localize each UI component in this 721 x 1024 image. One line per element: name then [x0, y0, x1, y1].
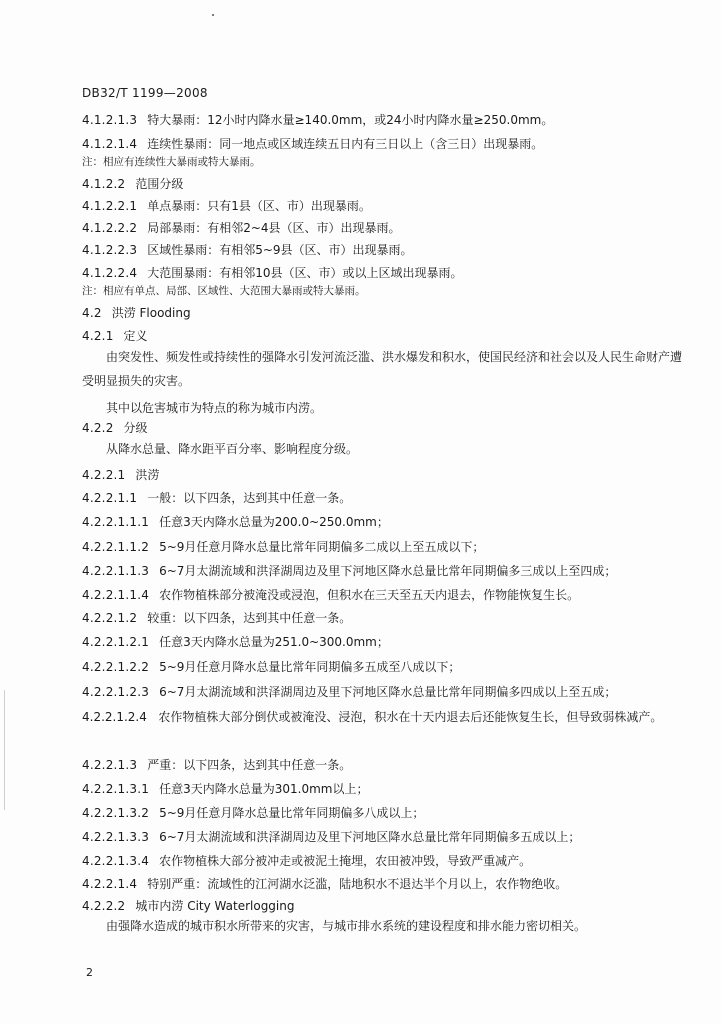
clause-number: 4.2.2.1.1.3 [82, 564, 150, 578]
clause-text: 任意3天内降水总量为301.0mm以上； [159, 782, 369, 796]
note-line: 注：相应有连续性大暴雨或特大暴雨。 [82, 156, 261, 168]
clause-4-2-2-1-3-2 [82, 805, 424, 821]
clause-number: 4.1.2.1.3 [82, 113, 138, 127]
clause-number: 4.2.1 [82, 329, 114, 343]
clause-text: 区域性暴雨：有相邻5~9县（区、市）出现暴雨。 [147, 243, 413, 257]
clause-4-1-2-2 [82, 176, 183, 192]
clause-text: 一般：以下四条，达到其中任意一条。 [147, 491, 352, 505]
clause-4-2-2-1-2 [82, 610, 351, 626]
clause-number: 4.2.2.1.3 [82, 758, 138, 772]
urban-waterlogging-definition: 由强降水造成的城市积水所带来的灾害，与城市排水系统的建设程度和排水能力密切相关。 [106, 919, 587, 933]
section-4-2 [82, 305, 191, 321]
clause-4-2-2-1-3-1 [82, 781, 368, 797]
clause-number: 4.2.2.1.2.1 [82, 635, 150, 649]
clause-text: 农作物植株大部分被冲走或被泥土掩埋，农田被冲毁，导致严重减产。 [159, 854, 532, 868]
clause-number: 4.2.2.1.1.4 [82, 588, 150, 602]
clause-number: 4.1.2.2.1 [82, 199, 138, 213]
clause-heading: 范围分级 [135, 177, 184, 191]
clause-number: 4.1.2.2.3 [82, 243, 138, 257]
clause-heading: 定义 [123, 329, 148, 343]
clause-text: 农作物植株大部分倒伏或被淹没、浸泡，积水在十天内退去后还能恢复生长，但导致弱株减产。 [158, 710, 663, 724]
clause-text: 5~9月任意月降水总量比常年同期偏多五成至八成以下； [159, 660, 461, 674]
clause-4-2-2-1-3-4 [82, 853, 531, 869]
clause-4-2-2-1 [82, 467, 159, 483]
clause-number: 4.2.2.1.2.2 [82, 660, 150, 674]
clause-text: 6~7月太湖流域和洪泽湖周边及里下河地区降水总量比常年同期偏多五成以上； [159, 830, 581, 844]
clause-4-2-2 [82, 420, 148, 436]
clause-4-1-2-1-3 [82, 112, 553, 128]
clause-4-2-2-2 [82, 898, 294, 914]
clause-number: 4.2.2.1.4 [82, 877, 138, 891]
urban-waterlogging-sentence: 其中以危害城市为特点的称为城市内涝。 [106, 401, 323, 415]
clause-4-2-2-1-3-3 [82, 829, 580, 845]
grading-basis-sentence: 从降水总量、降水距平百分率、影响程度分级。 [106, 442, 359, 456]
clause-text: 连续性暴雨：同一地点或区域连续五日内有三日以上（含三日）出现暴雨。 [147, 137, 544, 151]
note-line: 注：相应有单点、局部、区域性、大范围大暴雨或特大暴雨。 [82, 285, 366, 297]
clause-4-2-2-1-4 [82, 876, 567, 892]
clause-text: 农作物植株部分被淹没或浸泡，但积水在三天至五天内退去，作物能恢复生长。 [159, 588, 580, 602]
scan-margin-mark [4, 690, 5, 810]
clause-text: 6~7月太湖流域和洪泽湖周边及里下河地区降水总量比常年同期偏多四成以上至五成； [159, 685, 617, 699]
clause-4-2-2-1-1-2 [82, 539, 484, 555]
clause-heading: 分级 [123, 421, 148, 435]
section-number: 4.2 [82, 306, 102, 320]
clause-4-2-2-1-2-3 [82, 684, 616, 700]
clause-4-1-2-2-1 [82, 198, 371, 214]
clause-number: 4.2.2.1.2.3 [82, 685, 150, 699]
standard-code-header: DB32/T 1199—2008 [82, 86, 208, 100]
clause-text: 6~7月太湖流域和洪泽湖周边及里下河地区降水总量比常年同期偏多三成以上至四成； [159, 564, 617, 578]
clause-number: 4.1.2.2.4 [82, 266, 138, 280]
scan-speck [212, 14, 214, 16]
clause-text: 任意3天内降水总量为200.0~250.0mm； [159, 515, 389, 529]
section-title: 洪涝 Flooding [111, 306, 191, 320]
clause-4-2-2-1-2-2 [82, 659, 460, 675]
clause-4-2-2-1-1-3 [82, 563, 616, 579]
clause-number: 4.2.2.1.2 [82, 611, 138, 625]
clause-number: 4.1.2.2 [82, 177, 126, 191]
clause-4-2-2-1-1-1 [82, 514, 389, 530]
clause-number: 4.2.2.1.3.1 [82, 782, 150, 796]
clause-4-2-2-1-3 [82, 757, 351, 773]
clause-number: 4.2.2.1 [82, 468, 126, 482]
definition-paragraph: 由突发性、频发性或持续性的强降水引发河流泛滥、洪水爆发和积水，使国民经济和社会以及人民生命财产遭受明显损失的灾害。 [82, 350, 683, 388]
clause-number: 4.2.2.1.1.1 [82, 515, 150, 529]
clause-text: 大范围暴雨：有相邻10县（区、市）或以上区域出现暴雨。 [147, 266, 463, 280]
clause-number: 4.2.2.1.1 [82, 491, 138, 505]
clause-4-2-1 [82, 328, 148, 344]
clause-number: 4.2.2.1.1.2 [82, 540, 150, 554]
clause-text: 5~9月任意月降水总量比常年同期偏多二成以上至五成以下； [159, 540, 485, 554]
clause-text: 特别严重：流域性的江河湖水泛滥，陆地积水不退达半个月以上，农作物绝收。 [147, 877, 568, 891]
clause-number: 4.2.2.1.3.2 [82, 806, 150, 820]
clause-number: 4.2.2.1.3.3 [82, 830, 150, 844]
clause-text: 单点暴雨：只有1县（区、市）出现暴雨。 [147, 199, 371, 213]
clause-text: 任意3天内降水总量为251.0~300.0mm； [159, 635, 389, 649]
clause-number: 4.2.2.2 [82, 899, 126, 913]
clause-text: 严重：以下四条，达到其中任意一条。 [147, 758, 352, 772]
clause-number: 4.1.2.1.4 [82, 137, 138, 151]
clause-text: 局部暴雨：有相邻2~4县（区、市）出现暴雨。 [147, 221, 401, 235]
clause-text: 较重：以下四条，达到其中任意一条。 [147, 611, 352, 625]
clause-4-2-2-1-1 [82, 490, 351, 506]
clause-number: 4.2.2 [82, 421, 114, 435]
clause-text: 5~9月任意月降水总量比常年同期偏多八成以上； [159, 806, 425, 820]
clause-heading: 城市内涝 City Waterlogging [135, 899, 295, 913]
clause-4-2-2-1-2-1 [82, 634, 389, 650]
page-number: 2 [86, 966, 93, 979]
clause-number: 4.2.2.1.3.4 [82, 854, 150, 868]
clause-4-2-2-1-1-4 [82, 587, 579, 603]
clause-number: 4.1.2.2.2 [82, 221, 138, 235]
clause-heading: 洪涝 [135, 468, 160, 482]
clause-number: 4.2.2.1.2.4 [82, 710, 147, 724]
clause-4-1-2-1-4 [82, 136, 543, 152]
clause-4-2-2-1-2-4 [82, 705, 682, 729]
clause-4-1-2-2-2 [82, 220, 401, 236]
clause-text: 特大暴雨：12小时内降水量≥140.0mm，或24小时内降水量≥250.0mm。 [147, 113, 554, 127]
clause-4-1-2-2-3 [82, 242, 413, 258]
clause-4-1-2-2-4 [82, 265, 463, 281]
